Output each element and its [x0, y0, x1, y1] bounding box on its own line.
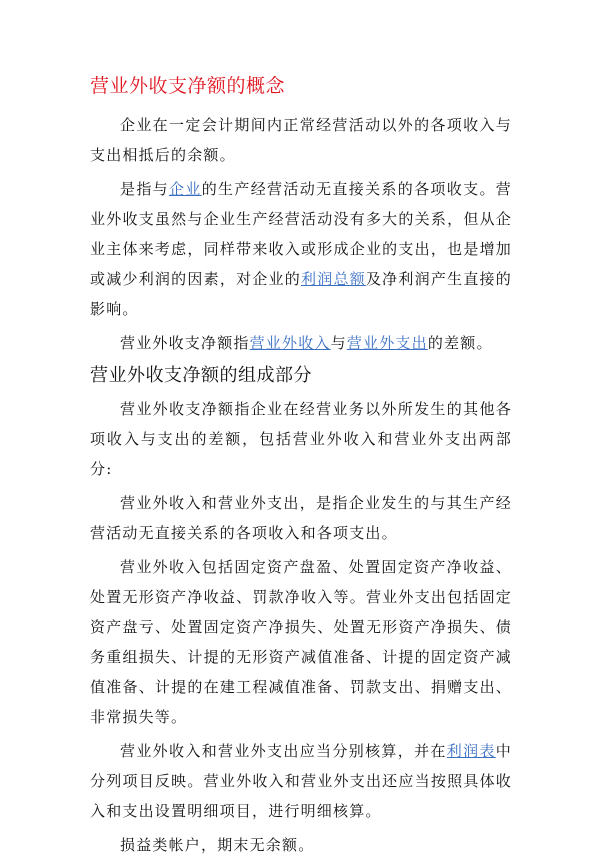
- difference-text-c: 的差额。: [427, 334, 493, 352]
- income-expense-definition-paragraph: 营业外收入和营业外支出，是指企业发生的与其生产经营活动无直接关系的各项收入和各项支出。: [90, 494, 512, 542]
- link-non-operating-income[interactable]: 营业外收入: [249, 334, 331, 352]
- meaning-text-b: 的生产经营活动无直接关系的各项收支。营业外收支虽然与企业生产经营活动没有多大的关系，但从企业主体来考虑，同样带来收入或形成企业的支出，也是增加或减少利润的因素，对企业的: [90, 180, 512, 288]
- items-list-paragraph: 营业外收入包括固定资产盘盈、处置固定资产净收益、处置无形资产净收益、罚款净收入等。营业外支出包括固定资产盘亏、处置固定资产净损失、处置无形资产净损失、债务重组损失、计提的无形资产减值准备、计提的固定资产减值准备、计提的在建工程减值准备、罚款支出、捐赠支出、非常损失等。: [90, 558, 512, 726]
- link-enterprise[interactable]: 企业: [169, 180, 202, 198]
- meaning-text-c: 及净利润产生直接的影响。: [90, 270, 512, 318]
- link-total-profit[interactable]: 利润总额: [301, 270, 366, 288]
- components-heading: 营业外收支净额的组成部分: [90, 365, 312, 386]
- link-income-statement[interactable]: 利润表: [446, 742, 496, 760]
- difference-text-a: 营业外收支净额指: [120, 334, 250, 352]
- account-type-paragraph: 损益类帐户，期末无余额。: [120, 836, 315, 854]
- meaning-text-a: 是指与: [120, 180, 170, 198]
- link-non-operating-expense[interactable]: 营业外支出: [346, 334, 428, 352]
- difference-text-b: 与: [330, 334, 347, 352]
- concept-title: 营业外收支净额的概念: [90, 75, 286, 97]
- difference-paragraph: [90, 328, 512, 358]
- accounting-text-b: 中分列项目反映。营业外收入和营业外支出还应当按照具体收入和支出设置明细项目，进行明细核算。: [90, 742, 512, 820]
- meaning-paragraph: [90, 174, 512, 324]
- accounting-paragraph: [90, 736, 512, 826]
- definition-paragraph: 企业在一定会计期间内正常经营活动以外的各项收入与支出相抵后的余额。: [90, 116, 512, 164]
- components-paragraph: 营业外收支净额指企业在经营业务以外所发生的其他各项收入与支出的差额，包括营业外收入和营业外支出两部分:: [90, 400, 512, 478]
- accounting-text-a: 营业外收入和营业外支出应当分别核算，并在: [120, 742, 447, 760]
